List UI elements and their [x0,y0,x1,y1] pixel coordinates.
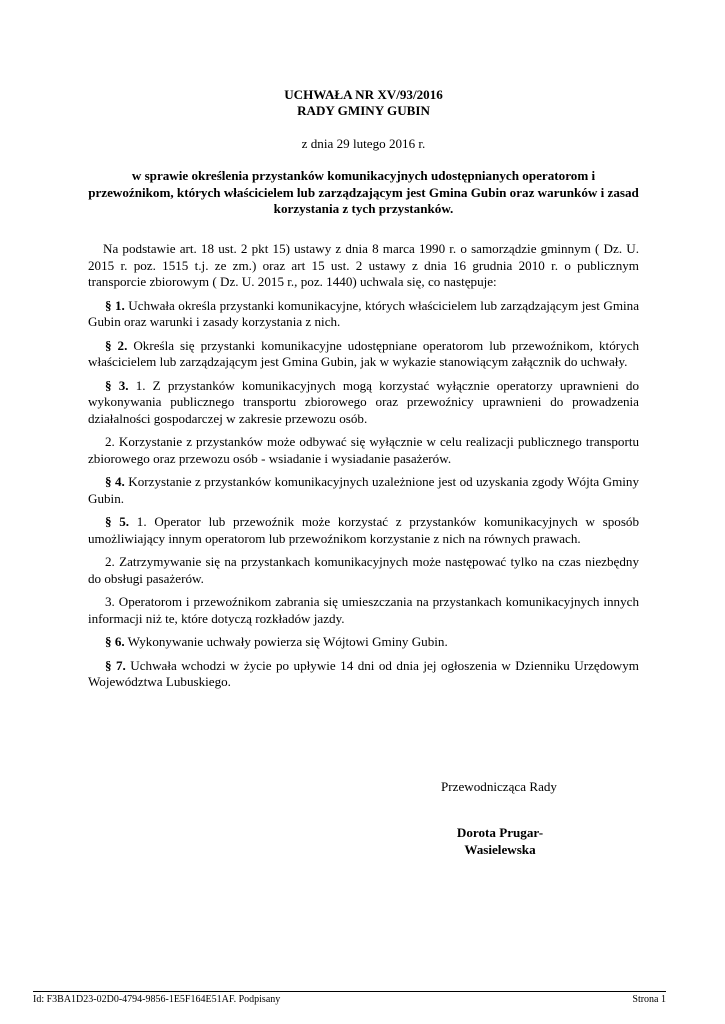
section-3-point-2: 2. Korzystanie z przystanków może odbywać się wyłącznie w celu realizacji publicznego transportu zbiorowego oraz przewozu osób - wsiadanie i wysiadanie pasażerów. [88,434,639,466]
resolution-body [88,241,639,698]
section-7-label: § 7. [105,657,126,673]
footer-divider [33,991,666,992]
section-7-text: Uchwała wchodzi w życie po upływie 14 dni od dnia jej ogłoszenia w Dzienniku Urzędowym Województwa Lubuskiego. [88,657,639,689]
signature-name: Dorota Prugar-Wasielewska [456,825,544,857]
page-number: Strona 1 [632,994,666,1005]
preamble: Na podstawie art. 18 ust. 2 pkt 15) ustawy z dnia 8 marca 1990 r. o samorządzie gminnym ( Dz. U. 2015 r. poz. 1515 t.j. ze zm.) oraz art 15 ust. 2 ustawy z dnia 16 grudnia 2010 r. o publicznym transporcie zbiorowym ( Dz. U. 2015 r., poz. 1440) uchwala się, co następuje: [88,241,639,289]
section-5-label: § 5. [105,514,130,529]
section-5-point-2: 2. Zatrzymywanie się na przystankach komunikacyjnych może następować tylko na czas niezbędny do obsługi pasażerów. [88,554,639,586]
section-3-label: § 3. [105,377,129,393]
section-4 [88,474,639,507]
section-6-label: § 6. [105,634,125,649]
section-1-text: Uchwała określa przystanki komunikacyjne, których właścicielem lub zarządzającym jest Gmina Gubin oraz warunki i zasady korzystania z nich. [88,297,640,329]
council-name: RADY GMINY GUBIN [297,103,430,118]
section-2-label: § 2. [105,337,128,353]
section-7 [88,658,639,691]
section-5-point-3: 3. Operatorom i przewoźnikom zabrania się umieszczania na przystankach komunikacyjnych innych informacji niż te, które dotyczą rozkładów jazdy. [88,594,639,626]
resolution-subject: w sprawie określenia przystanków komunikacyjnych udostępnianych operatorom i przewoźnikom, których właścicielem lub zarządzającym jest Gmina Gubin oraz warunków i zasad korzystania z tych przystanków. [88,168,639,216]
signature-role: Przewodnicząca Rady [441,779,557,794]
section-3 [88,378,639,428]
resolution-title: UCHWAŁA NR XV/93/2016 [284,87,443,102]
section-1-label: § 1. [105,297,125,313]
section-6 [88,634,639,651]
document-id: Id: F3BA1D23-02D0-4794-9856-1E5F164E51AF. Podpisany [33,994,281,1005]
section-4-text: Korzystanie z przystanków komunikacyjnych uzależnione jest od uzyskania zgody Wójta Gminy Gubin. [88,474,640,506]
section-5 [88,514,639,547]
section-1 [88,298,639,331]
section-4-label: § 4. [105,474,125,489]
section-2 [88,338,639,371]
section-6-text: Wykonywanie uchwały powierza się Wójtowi Gminy Gubin. [124,634,448,649]
resolution-date: z dnia 29 lutego 2016 r. [301,136,426,151]
section-3-point-1: 1. Z przystanków komunikacyjnych mogą korzystać wyłącznie operatorzy uprawnieni do wykonywania publicznego transportu zbiorowego oraz przewoźnicy uprawnieni do prowadzenia działalności gospodarczej w zakresie przewozu osób. [88,377,639,426]
section-5-point-1: 1. Operator lub przewoźnik może korzystać z przystanków komunikacyjnych w sposób umożliwiający innym operatorom lub przewoźnikom korzystanie z nich na równych prawach. [88,514,640,546]
section-2-text: Określa się przystanki komunikacyjne udostępniane operatorom lub przewoźnikom, których właścicielem lub zarządzającym jest Gmina Gubin, jak w wykazie stanowiącym załącznik do uchwały. [88,337,640,369]
